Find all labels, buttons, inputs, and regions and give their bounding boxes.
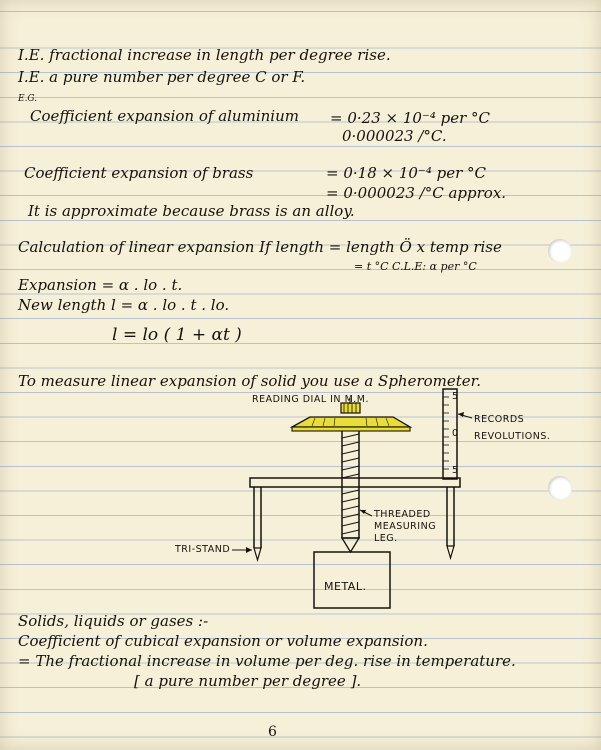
calc-line: Calculation of linear expansion If length = length Ö x temp rise [18, 238, 502, 256]
scale-ticks [443, 397, 449, 469]
final-formula: l = lo ( 1 + αt ) [112, 325, 242, 345]
scale-mark-mid: 0 [452, 428, 459, 439]
records-label: RECORDS [474, 414, 525, 425]
threaded-leg [342, 430, 359, 538]
bottom-line-1: Solids, liquids or gases :- [18, 612, 209, 630]
leg-point [342, 538, 359, 552]
tri-stand-top [250, 478, 460, 487]
revolutions-label: REVOLUTIONS. [474, 431, 551, 442]
brass-value-1: = 0·18 × 10⁻⁴ per °C [326, 164, 487, 182]
tristand-arrowhead [246, 547, 252, 553]
tri-stand-label: TRI-STAND [175, 544, 231, 555]
spherometer-line: To measure linear expansion of solid you use a Spherometer. [18, 372, 481, 390]
calc-subline: = t °C C.L.E: α per °C [354, 260, 477, 273]
brass-note: It is approximate because brass is an alloy. [28, 202, 355, 220]
records-arrowhead [458, 412, 464, 417]
measuring-label: MEASURING [374, 521, 437, 532]
metal-label: METAL. [324, 580, 367, 593]
reading-dial-label: READING DIAL IN M.M. [252, 394, 369, 405]
leg-label: LEG. [374, 533, 398, 544]
brass-label: Coefficient expansion of brass [24, 164, 254, 182]
brass-value-2: = 0·000023 /°C approx. [326, 184, 507, 202]
aluminium-label: Coefficient expansion of aluminium [30, 107, 299, 125]
note-line-1: I.E. fractional increase in length per degree rise. [18, 46, 391, 64]
left-leg-point [254, 548, 261, 560]
scale-mark-bottom: 5 [452, 465, 459, 476]
note-line-2: I.E. a pure number per degree C or F. [18, 68, 306, 86]
bottom-line-2: Coefficient of cubical expansion or volume expansion. [18, 632, 428, 650]
thread-lines [342, 434, 359, 534]
aluminium-value-1: = 0·23 × 10⁻⁴ per °C [330, 109, 491, 127]
expansion-formula: Expansion = α . lo . t. [18, 276, 183, 294]
threaded-label: THREADED [374, 509, 431, 520]
scale-mark-top: 5 [452, 391, 459, 402]
right-leg-point [447, 546, 454, 558]
page-number: 6 [268, 724, 277, 740]
bottom-line-3: = The fractional increase in volume per deg. rise in temperature. [18, 652, 516, 670]
note-eg: E.G. [18, 94, 38, 104]
bottom-line-4: [ a pure number per degree ]. [134, 672, 362, 690]
new-length-formula: New length l = α . lo . t . lo. [18, 296, 230, 314]
reading-dial-edge [292, 427, 410, 431]
aluminium-value-2: 0·000023 /°C. [342, 127, 447, 145]
reading-dial [292, 417, 410, 427]
